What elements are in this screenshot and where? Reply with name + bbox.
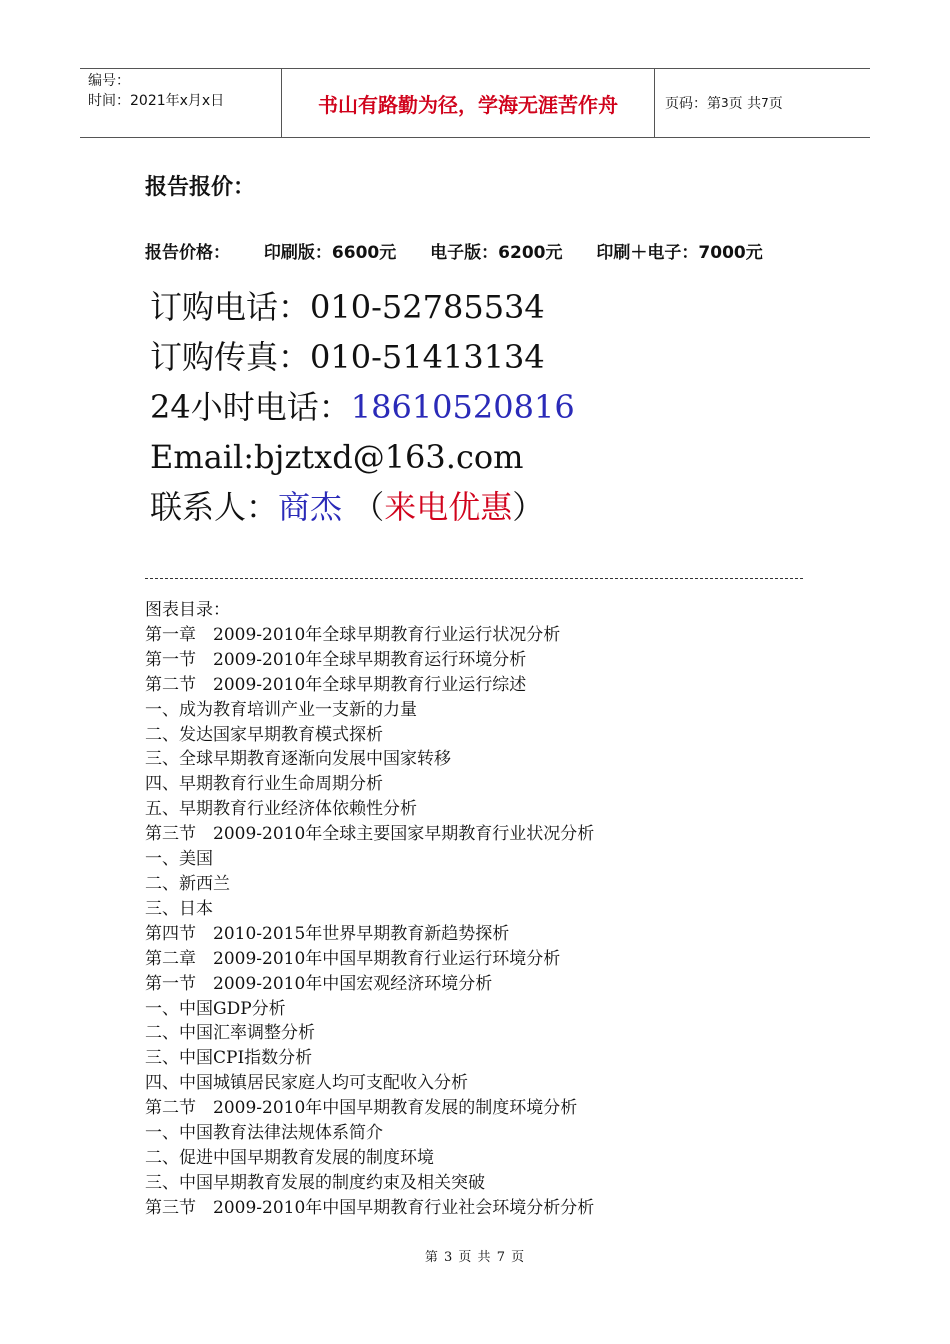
- contact-block: [150, 282, 575, 532]
- toc-item: 一、中国GDP分析: [145, 998, 286, 1019]
- toc-item: 五、早期教育行业经济体依赖性分析: [145, 799, 417, 820]
- toc-item: 三、中国CPI指数分析: [145, 1048, 313, 1069]
- serial-number-label: 编号：: [88, 73, 130, 89]
- toc-item: 第四节 2010-2015年世界早期教育新趋势探析: [145, 923, 510, 944]
- toc-item: 一、成为教育培训产业一支新的力量: [145, 699, 417, 720]
- toc-item: 二、新西兰: [145, 873, 230, 894]
- toc-item: 第三节 2009-2010年全球主要国家早期教育行业状况分析: [145, 824, 595, 845]
- toc-item: 三、日本: [145, 898, 213, 919]
- header-table: [80, 68, 870, 138]
- toc-item: 一、中国教育法律法规体系简介: [145, 1123, 383, 1144]
- hotline-label: 24小时电话：: [150, 388, 351, 426]
- page-footer: 第 3 页 共 7 页: [424, 1250, 526, 1265]
- page-current: 3: [721, 96, 729, 110]
- motto-text: 书山有路勤为径，学海无涯苦作舟: [318, 92, 618, 117]
- hotline-row: [150, 382, 575, 432]
- contact-person-row: [150, 482, 575, 532]
- note-close-paren: ）: [512, 488, 545, 526]
- section-divider: [145, 578, 803, 579]
- toc-item: 一、美国: [145, 849, 213, 870]
- discount-note: 来电优惠: [384, 488, 513, 526]
- price-electronic: 电子版：6200元: [430, 243, 563, 263]
- toc-item: 第二节 2009-2010年中国早期教育发展的制度环境分析: [145, 1098, 578, 1119]
- order-phone: 订购电话：010-52785534: [150, 288, 545, 326]
- header-meta-cell: [80, 69, 282, 137]
- price-label: 报告价格：: [145, 243, 230, 263]
- toc-item: 第一章 2009-2010年全球早期教育行业运行状况分析: [145, 624, 561, 645]
- price-section-title: 报告报价：: [145, 175, 256, 200]
- hotline-number[interactable]: 18610520816: [350, 388, 575, 426]
- toc-item: 第一节 2009-2010年中国宏观经济环境分析: [145, 973, 493, 994]
- price-line: [145, 238, 791, 263]
- toc-item: 二、中国汇率调整分析: [145, 1023, 315, 1044]
- toc-item: 三、全球早期教育逐渐向发展中国家转移: [145, 749, 451, 770]
- toc-item: 第二章 2009-2010年中国早期教育行业运行环境分析: [145, 948, 561, 969]
- table-of-contents: [145, 598, 594, 1221]
- toc-item: 二、促进中国早期教育发展的制度环境: [145, 1147, 434, 1168]
- note-open-paren: （: [352, 488, 385, 526]
- page-mid: 页 共: [728, 96, 762, 112]
- toc-item: 第三节 2009-2010年中国早期教育行业社会环境分析分析: [145, 1197, 595, 1218]
- email-address[interactable]: Email:bjztxd@163.com: [150, 438, 524, 476]
- header-motto-cell: [282, 69, 655, 137]
- toc-item: 二、发达国家早期教育模式探析: [145, 724, 383, 745]
- order-fax: 订购传真：010-51413134: [150, 338, 545, 376]
- toc-item: 四、中国城镇居民家庭人均可支配收入分析: [145, 1073, 468, 1094]
- price-print: 印刷版：6600元: [263, 243, 397, 263]
- page-prefix: 页码：第: [665, 96, 721, 112]
- toc-item: 三、中国早期教育发展的制度约束及相关突破: [145, 1172, 485, 1193]
- toc-item: 第一节 2009-2010年全球早期教育运行环境分析: [145, 649, 527, 670]
- toc-heading: 图表目录：: [145, 600, 230, 620]
- toc-item: 第二节 2009-2010年全球早期教育行业运行综述: [145, 674, 527, 695]
- contact-label: 联系人：: [150, 488, 279, 526]
- page-suffix: 页: [768, 96, 783, 112]
- header-page-indicator: [655, 69, 870, 137]
- price-combo: 印刷＋电子：7000元: [596, 243, 763, 263]
- time-label: 时间：2021年x月x日: [88, 93, 225, 109]
- page-total: 7: [761, 96, 769, 110]
- toc-item: 四、早期教育行业生命周期分析: [145, 774, 383, 795]
- contact-name: 商杰: [278, 488, 343, 526]
